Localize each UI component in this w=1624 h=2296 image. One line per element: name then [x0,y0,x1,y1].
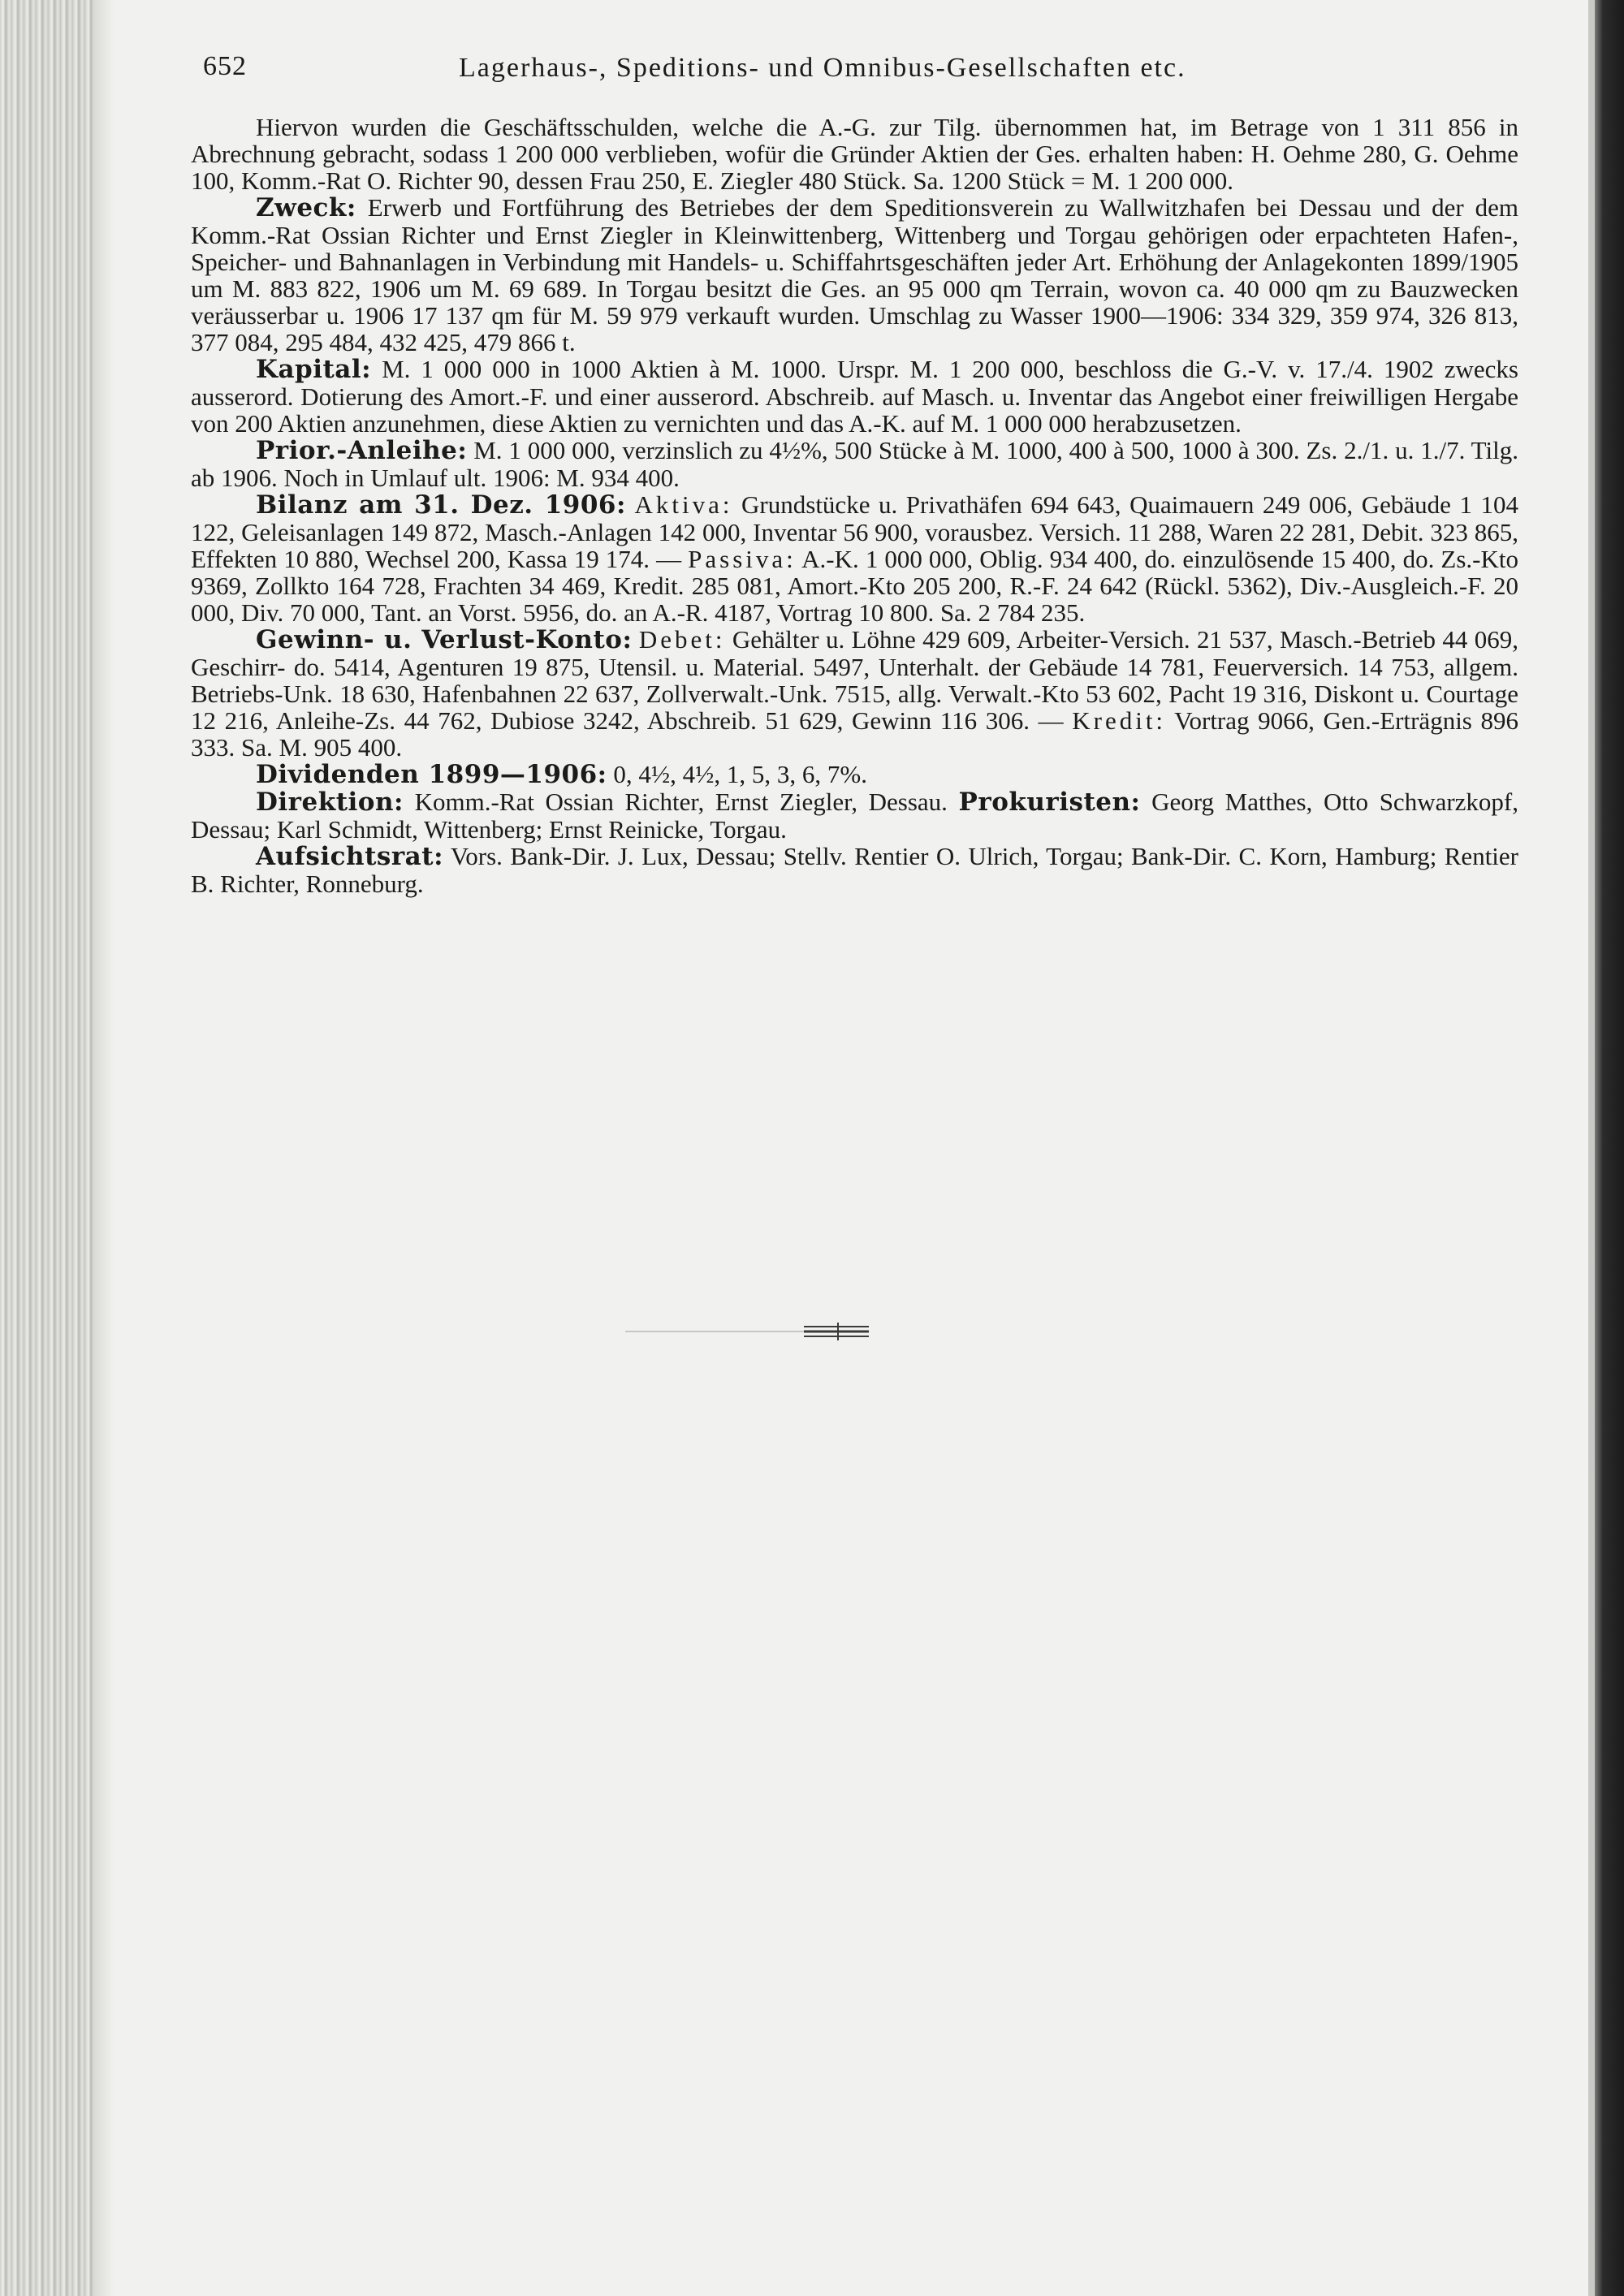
paragraph-text: Komm.-Rat Ossian Richter, Ernst Ziegler, Dessau. [414,788,948,816]
paragraph-dividenden [191,761,1518,788]
paragraph-bilanz [191,491,1518,626]
section-label: Bilanz am 31. Dez. 1906: [256,490,626,520]
aktiva-label: Aktiva: [634,490,733,519]
section-label-prokuristen: Prokuristen: [958,788,1141,817]
paragraph-intro [191,114,1518,194]
scan-edge-right [1595,0,1624,2296]
kredit-label: Kredit: [1072,706,1167,735]
paragraph-aufsichtsrat [191,843,1518,897]
scan-shadow-left [93,0,114,2296]
paragraph-text: Hiervon wurden die Geschäftsschulden, welche die A.-G. zur Tilg. übernommen hat, im Betrage von 1 311 856 in Abrechnung gebracht, sodass 1 200 000 verblieben, wofür die Gründer Aktien der Ges. erhalten haben: H. Oehme 280, G. Oehme 100, Komm.-Rat O. Richter 90, dessen Frau 250, E. Ziegler 480 Stück. Sa. 1200 Stück = M. 1 200 000. [191,113,1518,195]
passiva-text: A.-K. 1 000 000, Oblig. 934 400, do. einzulösende 15 400, do. Zs.-Kto 9369, Zollkto 164 728, Frachten 34 469, Kredit. 285 081, Amort.-Kto 205 200, R.-F. 24 642 (Rückl. 5362), Div.-Ausgleich.-F. 20 000, Div. 70 000, Tant. an Vorst. 5956, do. an A.-R. 4187, Vortrag 10 800. Sa. 2 784 235. [191,545,1518,627]
section-label: Aufsichtsrat: [256,842,444,871]
debet-text: Gehälter u. Löhne 429 609, Arbeiter-Versich. 21 537, Masch.-Betrieb 44 069, Geschirr- do. 5414, Agenturen 19 875, Utensil. u. Material. 5497, Unterhalt. der Gebäude 14 781, Feuerversich. 14 753, allgem. Betriebs-Unk. 18 630, Hafenbahnen 22 637, Zollverwalt.-Unk. 7515, allg. Verwalt.-Kto 53 602, Pacht 19 316, Diskont u. Courtage 12 216, Anleihe-Zs. 44 762, Dubiose 3242, Abschreib. 51 629, Gewinn 116 306. — [191,625,1519,735]
paragraph-zweck [191,194,1518,356]
paragraph-text: M. 1 000 000, verzinslich zu 4½%, 500 Stücke à M. 1000, 400 à 500, 1000 à 300. Zs. 2./1. u. 1./7. Tilg. ab 1906. Noch in Umlauf ult. 1906: M. 934 400. [191,436,1518,492]
section-label: Zweck: [256,193,356,222]
scan-strip-right [1588,0,1595,2296]
paragraph-prior-anleihe [191,437,1518,491]
section-label: Kapital: [256,355,372,384]
paragraph-text: 0, 4½, 4½, 1, 5, 3, 6, 7%. [613,760,867,788]
section-label: Prior.-Anleihe: [256,436,468,465]
scan-edge-left [0,0,93,2296]
section-label: Gewinn- u. Verlust-Konto: [256,625,633,654]
paragraph-direktion [191,788,1518,843]
paragraph-text-prokuristen: Georg Matthes, Otto Schwarzkopf, Dessau; Karl Schmidt, Wittenberg; Ernst Reinicke, Torgau. [191,788,1518,844]
paragraph-gewinn-verlust [191,626,1518,761]
page-number: 652 [203,51,247,81]
section-label: Dividenden 1899—1906: [256,760,607,789]
paragraph-text: M. 1 000 000 in 1000 Aktien à M. 1000. Urspr. M. 1 200 000, beschloss die G.-V. v. 17./4. 1902 zwecks ausserord. Dotierung des Amort.-F. und einer ausserord. Abschreib. auf Masch. u. Inventar das Angebot einer freiwilligen Hergabe von 200 Aktien anzunehmen, diese Aktien zu vernichten und das A.-K. auf M. 1 000 000 herabzusetzen. [191,355,1518,438]
page-header [191,45,1518,93]
running-head: Lagerhaus-, Speditions- und Omnibus-Gesellschaften etc. [459,53,1186,83]
aktiva-text: Grundstücke u. Privathäfen 694 643, Quaimauern 249 006, Gebäude 1 104 122, Geleisanlagen 149 872, Masch.-Anlagen 142 000, Inventar 56 900, vorausbez. Versich. 11 288, Waren 22 281, Debit. 323 865, Effekten 10 880, Wechsel 200, Kassa 19 174. — [191,490,1519,573]
kredit-text: Vortrag 9066, Gen.-Erträgnis 896 333. Sa. M. 905 400. [191,706,1518,762]
paragraph-kapital [191,356,1518,437]
passiva-label: Passiva: [688,545,797,573]
debet-label: Debet: [638,625,726,654]
paragraph-text: Erwerb und Fortführung des Betriebes der dem Speditionsverein zu Wallwitzhafen bei Dessau und der dem Komm.-Rat Ossian Richter und Ernst Ziegler in Kleinwittenberg, Wittenberg und Torgau gehörigen oder erpachteten Hafen-, Speicher- und Bahnanlagen in Verbindung mit Handels- u. Schiffahrtsgeschäften jeder Art. Erhöhung der Anlagekonten 1899/1905 um M. 883 822, 1906 um M. 69 689. In Torgau besitzt die Ges. an 95 000 qm Terrain, wovon ca. 40 000 qm zu Bauzwecken veräusserbar u. 1906 17 137 qm für M. 59 979 verkauft wurden. Umschlag zu Wasser 1900—1906: 334 329, 359 974, 326 813, 377 084, 295 484, 432 425, 479 866 t. [191,193,1518,356]
paragraph-text: Vors. Bank-Dir. J. Lux, Dessau; Stellv. Rentier O. Ulrich, Torgau; Bank-Dir. C. Korn, Hamburg; Rentier B. Richter, Ronneburg. [191,842,1518,898]
document-page [191,45,1518,897]
section-label: Direktion: [256,788,404,817]
section-divider-ornament [625,1319,869,1344]
document-body [191,114,1518,897]
